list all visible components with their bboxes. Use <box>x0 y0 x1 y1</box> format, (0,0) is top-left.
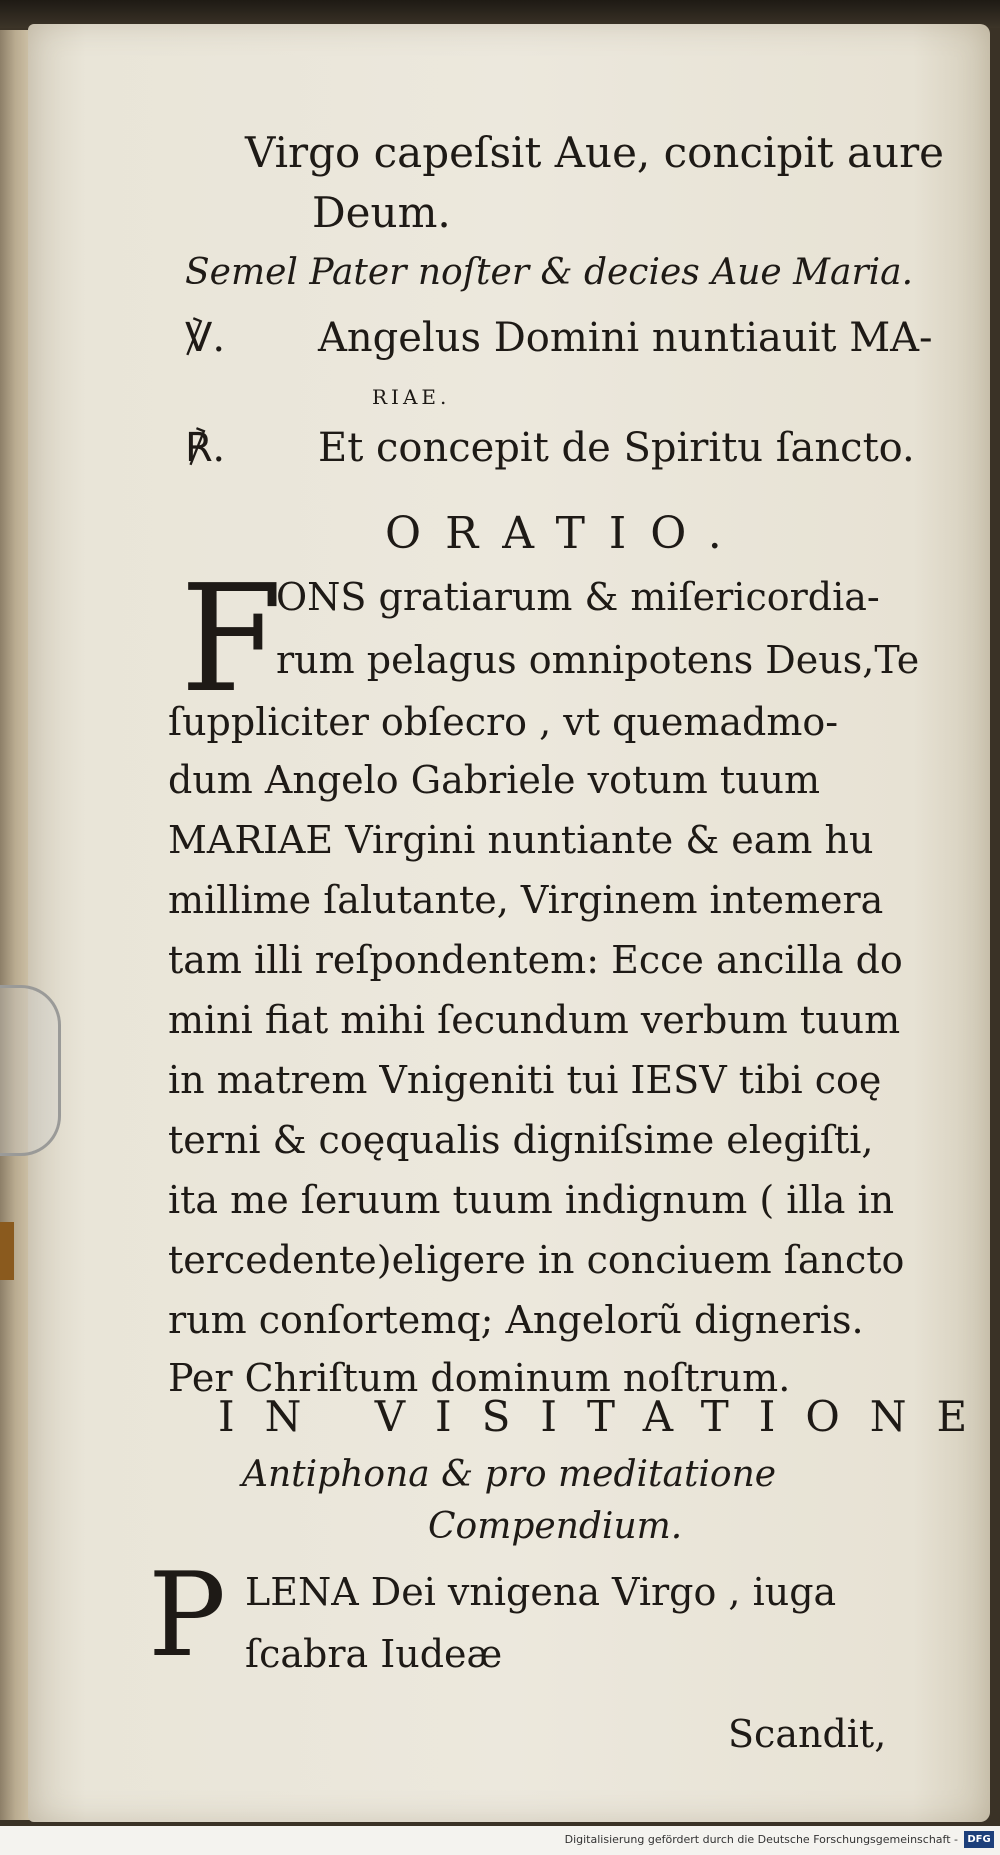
prayer-line-3: ſuppliciter obſecro , vt quemadmo- <box>168 700 839 744</box>
subheading-antiphona: Antiphona & pro meditatione <box>242 1454 777 1495</box>
page-tab-marker <box>0 1222 14 1280</box>
response-text: Et concepit de Spiritu ſancto. <box>318 425 915 471</box>
prayer-line-11: ita me ſeruum tuum indignum ( illa in <box>168 1178 895 1222</box>
prayer-line-14: Per Chriſtum dominum noſtrum. <box>168 1356 791 1400</box>
rubric-line: Semel Pater noſter & decies Aue Maria. <box>185 252 914 293</box>
digitization-footer <box>0 1826 1000 1855</box>
prayer-line-8: mini fiat mihi ſecundum verbum tuum <box>168 998 901 1042</box>
dfg-logo: DFG <box>964 1831 994 1848</box>
page-clip <box>0 985 61 1156</box>
prayer-line-2: rum pelagus omnipotens Deus,Te <box>276 638 920 682</box>
prayer-line-13: rum conſortemq; Angelorũ digneris. <box>168 1298 864 1342</box>
funding-credit: Digitalisierung gefördert durch die Deutsche Forschungsgemeinschaft - <box>564 1833 958 1846</box>
prayer-line-12: tercedente)eligere in conciuem ſancto <box>168 1238 905 1282</box>
antiphon-line-2: ſcabra Iudeæ <box>245 1632 503 1676</box>
antiphon-line-1: LENA Dei vnigena Virgo , iuga <box>245 1570 837 1614</box>
text-line-1: Virgo capeſsit Aue, concipit aure <box>245 128 945 177</box>
versicle-continuation: RIAE. <box>372 385 451 409</box>
prayer-line-4: dum Angelo Gabriele votum tuum <box>168 758 821 802</box>
versicle-text: Angelus Domini nuntiauit MA- <box>318 315 933 361</box>
prayer-line-10: terni & coęqualis digniſsime elegiſti, <box>168 1118 874 1162</box>
heading-oratio: ORATIO. <box>385 508 746 559</box>
drop-cap-f: F <box>180 553 283 725</box>
catchword: Scandit, <box>728 1712 887 1756</box>
subheading-compendium: Compendium. <box>428 1506 683 1547</box>
versicle-mark: ℣. <box>185 315 226 361</box>
heading-visitatione: IN VISITATIONE <box>218 1392 998 1441</box>
prayer-line-6: millime ſalutante, Virginem intemera <box>168 878 884 922</box>
text-line-2: Deum. <box>312 188 451 237</box>
prayer-line-1: ONS gratiarum & miſericordia- <box>276 575 880 619</box>
prayer-line-7: tam illi reſpondentem: Ecce ancilla do <box>168 938 903 982</box>
drop-cap-p: P <box>148 1548 227 1683</box>
response-mark: ℟. <box>185 425 226 471</box>
prayer-line-9: in matrem Vnigeniti tui IESV tibi coę <box>168 1058 882 1102</box>
prayer-line-5: MARIAE Virgini nuntiante & eam hu <box>168 818 874 862</box>
